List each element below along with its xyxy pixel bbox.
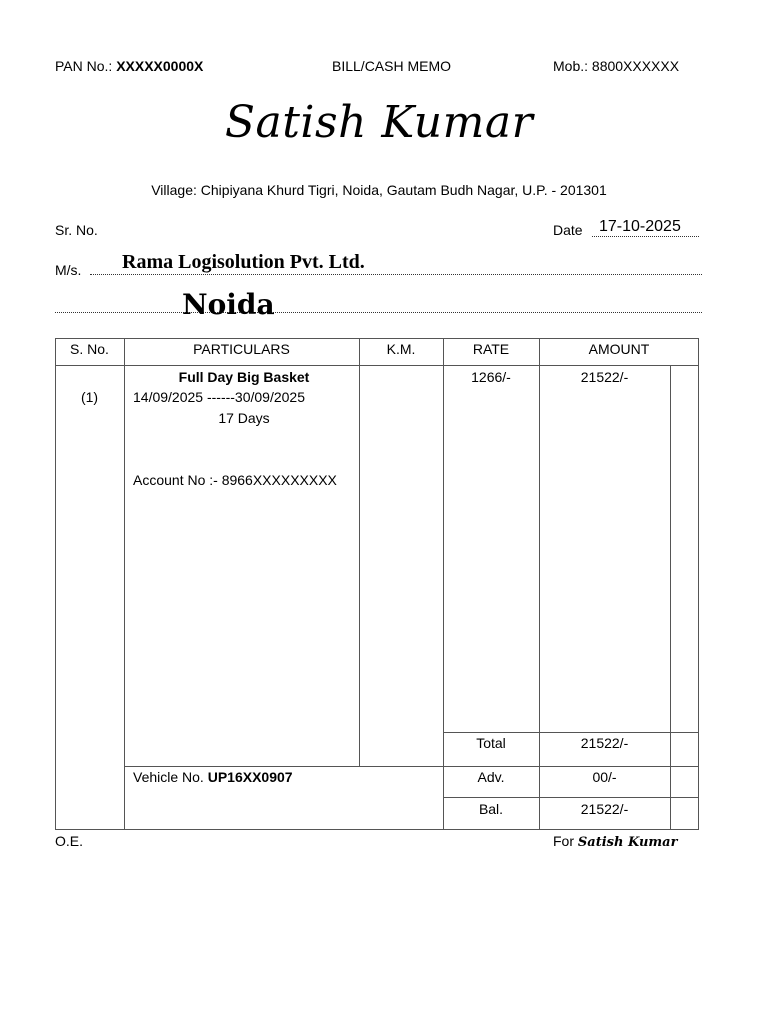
header-rate: RATE [472,341,510,357]
vehicle-field [133,769,293,785]
pan-label: PAN No.: [55,58,113,74]
bal-label: Bal. [478,801,504,817]
ms-label: M/s. [55,262,82,278]
date-label: Date [553,222,583,238]
item-title: Full Day Big Basket [178,369,310,385]
header-sno: S. No. [70,341,109,357]
vehicle-value: UP16XX0907 [207,769,293,785]
business-address: Village: Chipiyana Khurd Tigri, Noida, Gautam Budh Nagar, U.P. - 201301 [151,182,607,198]
customer-city: Noida [182,288,275,321]
vehicle-label: Vehicle No. [133,769,204,785]
total-value: 21522/- [580,735,629,751]
total-label: Total [476,735,506,751]
date-value: 17-10-2025 [599,218,681,235]
item-period: 14/09/2025 ------30/09/2025 [133,389,305,405]
for-name: Satish Kumar [577,835,678,850]
header-amount: AMOUNT [588,341,650,357]
city-dotted-line [55,312,702,313]
customer-name: Rama Logisolution Pvt. Ltd. [122,251,365,273]
memo-type: BILL/CASH MEMO [332,58,452,74]
signature-line [553,833,677,850]
row-rate: 1266/- [471,369,511,385]
mobile-number: Mob.: 8800XXXXXX [553,58,680,74]
item-days: 17 Days [218,410,270,426]
oe-label: O.E. [55,833,84,849]
adv-value: 00/- [592,769,617,785]
date-dotted-line [592,236,699,237]
account-number: Account No :- 8966XXXXXXXXX [133,472,337,488]
bal-value: 21522/- [580,801,629,817]
header-particulars: PARTICULARS [193,341,290,357]
row-amount: 21522/- [580,369,629,385]
pan-value: XXXXX0000X [116,58,204,74]
business-name: Satish Kumar [224,97,534,148]
adv-label: Adv. [477,769,505,785]
customer-dotted-line [90,274,702,275]
for-label: For [553,833,574,849]
header-km: K.M. [386,341,416,357]
row-sno: (1) [80,389,99,405]
sr-no-label: Sr. No. [55,222,98,238]
pan-field [55,58,203,74]
